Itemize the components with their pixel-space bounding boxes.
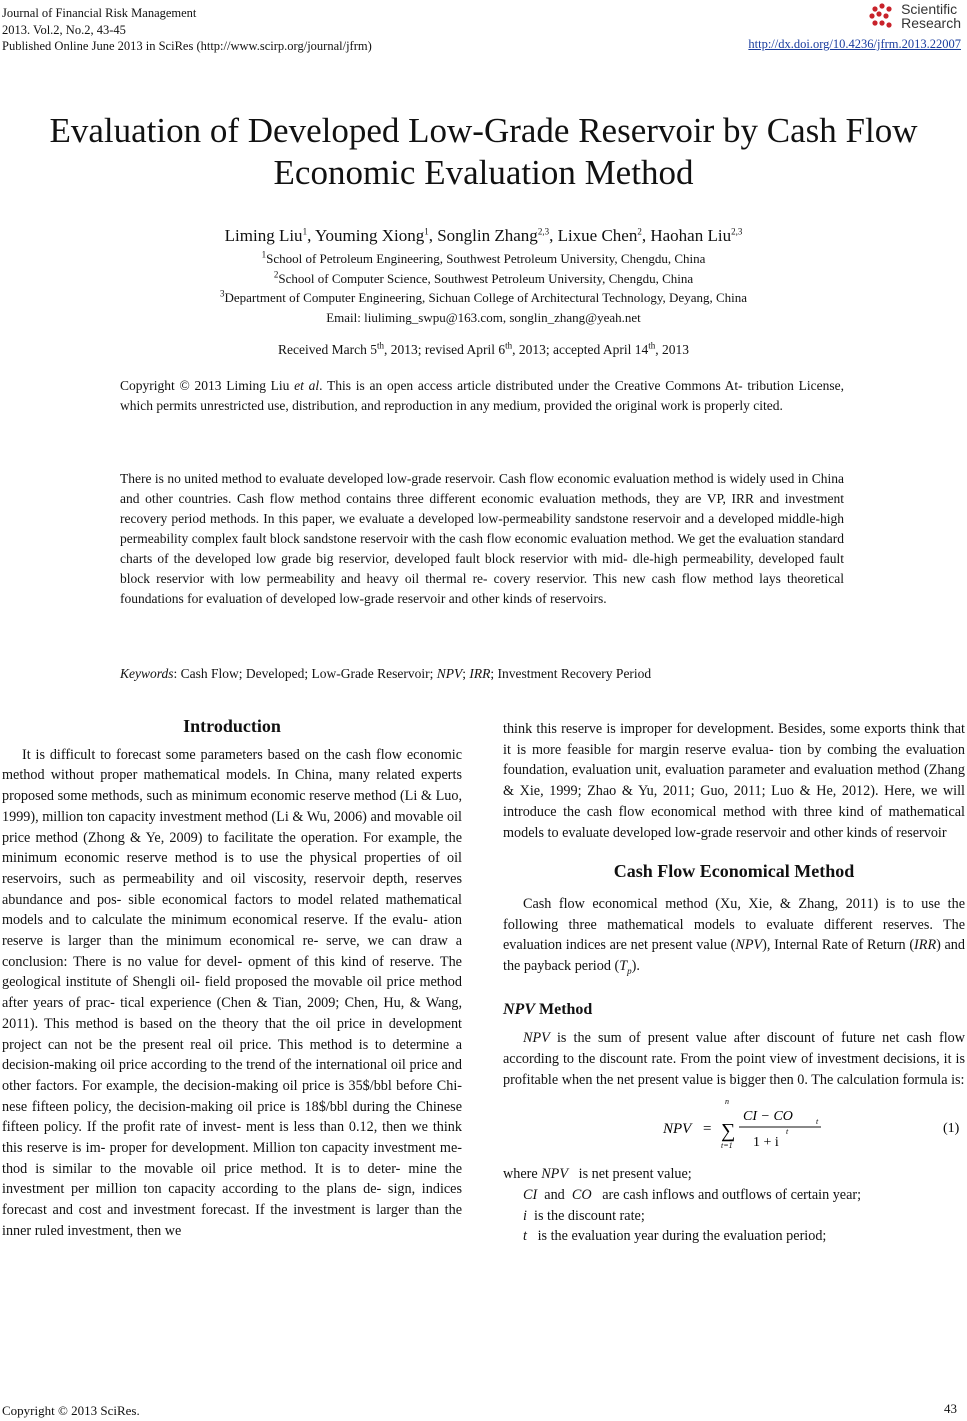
cash-flow-paragraph: Cash flow economical method (Xu, Xie, & Zhang, 2011) is to use the following three mathematical models to evaluate different reserves. The evaluation indices are net present value (NPV), Internal Rate of Return (IRR) and the payback period $(T_p)$. (503, 895, 965, 976)
journal-header (2, 5, 372, 55)
author-email: Email: liuliming_swpu@163.com, songlin_zhang@yeah.net (326, 309, 641, 325)
logo-line-1: Scientific (901, 1, 958, 17)
author-name: Songlin Zhang (437, 226, 538, 245)
paper-title (0, 110, 967, 194)
svg-text:t=1: t=1 (721, 1141, 733, 1151)
where-line-i: i is the discount rate; (523, 1207, 645, 1224)
right-column (503, 719, 965, 1247)
where-line-npv: where NPV is net present value; (503, 1166, 692, 1183)
doi-link[interactable]: http://dx.doi.org/10.4236/jfrm.2013.22007 (748, 37, 961, 51)
footer-copyright: Copyright © 2013 SciRes. (2, 1403, 140, 1418)
subsection-heading-npv: NPV Method (503, 1000, 593, 1018)
affiliations (0, 249, 967, 327)
svg-text:NPV: NPV (663, 1121, 692, 1138)
introduction-continuation: think this reserve is improper for development. Besides, some exports think that it is more feasible for margin reserve evalua- tion by combing the evaluation foundation, evaluation unit, evaluation parameter and evaluation method (Zhang & Xie, 1999; Zhao & Yu, 2011; Guo, 2011; Luo & He, 2012). Here, we will introduce the cash flow economical method with three kind of mathematical models to evaluate developed low-grade reservoir and other kinds of reservoir (503, 721, 965, 841)
keywords: Keywords: Cash Flow; Developed; Low-Grade Reservoir; NPV; IRR; Investment Recovery Period (120, 666, 652, 681)
svg-text:=: = (703, 1121, 712, 1138)
section-heading-cash-flow: Cash Flow Economical Method (613, 861, 855, 882)
author-name: Haohan Liu (650, 226, 732, 245)
author-name: Youming Xiong (314, 226, 425, 245)
journal-name: Journal of Financial Risk Management (2, 6, 197, 20)
npv-paragraph: NPV is the sum of present value after discount of future net cash flow according to the discount rate. From the point view of investment decisions, it is profitable when the net present value is bigger then 0. The calculation formula is: (503, 1030, 965, 1088)
where-line-ci-co: CI and CO are cash inflows and outflows of certain year; (523, 1187, 862, 1204)
svg-text:CI − CO: CI − CO (743, 1109, 793, 1125)
svg-text:t: t (786, 1127, 789, 1137)
section-heading-introduction: Introduction (183, 716, 281, 736)
abstract: There is no united method to evaluate developed low-grade reservoir. Cash flow economic evaluation method is widely used in China and other countries. Cash flow method contains three different economic evaluation methods, they are VP, IRR and investment recovery period methods. In this paper, we evaluate a developed low-permeability sandstone reservoir and a developed middle-high permeability complex fault block sandstone reservoir with the cash flow economic evaluation method. We get the evaluation standard charts of the developed low grade big reservior, developed fault block reservior with mid- dle-high permeability, developed fault block reservior with low permeability and heavy oil thermal re- covery reservior. This new cash flow method lays theoretical foundations for evaluation of developed low-grade reservoir and other kinds of reservoirs. (120, 471, 844, 606)
svg-text:n: n (725, 1097, 729, 1107)
publication-info: Published Online June 2013 in SciRes (http://www.scirp.org/journal/jfrm) (2, 39, 372, 53)
title-line-1: Evaluation of Developed Low-Grade Reservoir by Cash Flow (49, 111, 918, 150)
npv-formula (503, 1090, 965, 1164)
journal-volume: 2013. Vol.2, No.2, 43-45 (2, 22, 126, 37)
page-number: 43 (944, 1401, 957, 1416)
where-line-t: t is the evaluation year during the evaluation period; (523, 1228, 827, 1245)
author-name: Lixue Chen (557, 226, 638, 245)
title-line-2: Economic Evaluation Method (273, 153, 694, 192)
npv-equation (503, 1090, 965, 1164)
received-dates: Received March 5th, 2013; revised April 6th, 2013; accepted April 14th, 2013 (278, 340, 689, 357)
affiliation: $^1$School of Petroleum Engineering, Southwest Petroleum University, Chengdu, China (261, 249, 706, 266)
logo-line-2: Research (901, 15, 961, 31)
scientific-research-logo (867, 1, 961, 31)
scirp-logo-icon (867, 1, 897, 31)
introduction-paragraph: It is difficult to forecast some parameters based on the cash flow economic method without proper mathematical models. In China, many related experts proposed some methods, such as minimum economic reserve method (Li & Luo, 1999), million ton capacity investment method (Li & Wu, 2006) and movable oil price method (Zhong & Ye, 2009) to facilitate the operation. For example, the minimum economic reserve method is to use the physical properties of oil reservoirs, such as permeability and oil viscosity, reservoir depth, reserves abundance and pos- sible economical factors to model related mathematical models and to calculate the minimum economical reserve. If the evalu- ation reserve is larger than the minimum economical re- serve, we can draw a conclusion: There is no value for devel- opment of this kind of reserve. The geological institute of Shengli oil- field proposed the movable oil price method after years of prac- tical experience (Chen & Tian, 2009; Chen, Hu, & Wang, 2011). This method is based on the theory that the oil price in development project can not be the present real oil price. This method is to determine a decision-making oil price according to the trend of the international oil price and other factors. For example, the decision-making oil price is 35$/bbl before Chi- nese fifteen policy, the decision-making oil price is 18$/bbl during the Chinese fifteen policy. If the profit rate of invest- ment is less than 0.12, then we think this reserve is im- proper for development. Million ton capacity investment me- thod is similar to the movable oil price method. It is to deter- mine the investment per million ton capacity according to the plans de- sign, indices forecast and cost and investment forecast. If the investment is larger than the inner ruled investment, then we (2, 746, 462, 1239)
author-name: Liming Liu (224, 226, 303, 245)
svg-text:t: t (816, 1117, 819, 1127)
affiliation: $^2$School of Computer Science, Southwest Petroleum University, Chengdu, China (273, 269, 694, 286)
svg-text:∑: ∑ (721, 1120, 736, 1143)
svg-text:(1): (1) (943, 1121, 960, 1137)
copyright-notice: Copyright © 2013 Liming Liu et al. This is an open access article distributed under the Creative Commons At- tribution License, which permits unrestricted use, distribution, and reproduction in any medium, provided the original work is properly cited. (120, 378, 844, 413)
left-column (2, 716, 462, 1242)
svg-text:1 + i: 1 + i (753, 1135, 779, 1151)
author-list: Liming Liu$^1$, Youming Xiong$^1$, Songlin Zhang$^{2,3}$, Lixue Chen$^2$, Haohan Liu$^{2,3}$ (224, 226, 743, 245)
affiliation: $^3$Department of Computer Engineering, Sichuan College of Architectural Technology, Deyang, China (219, 288, 748, 305)
